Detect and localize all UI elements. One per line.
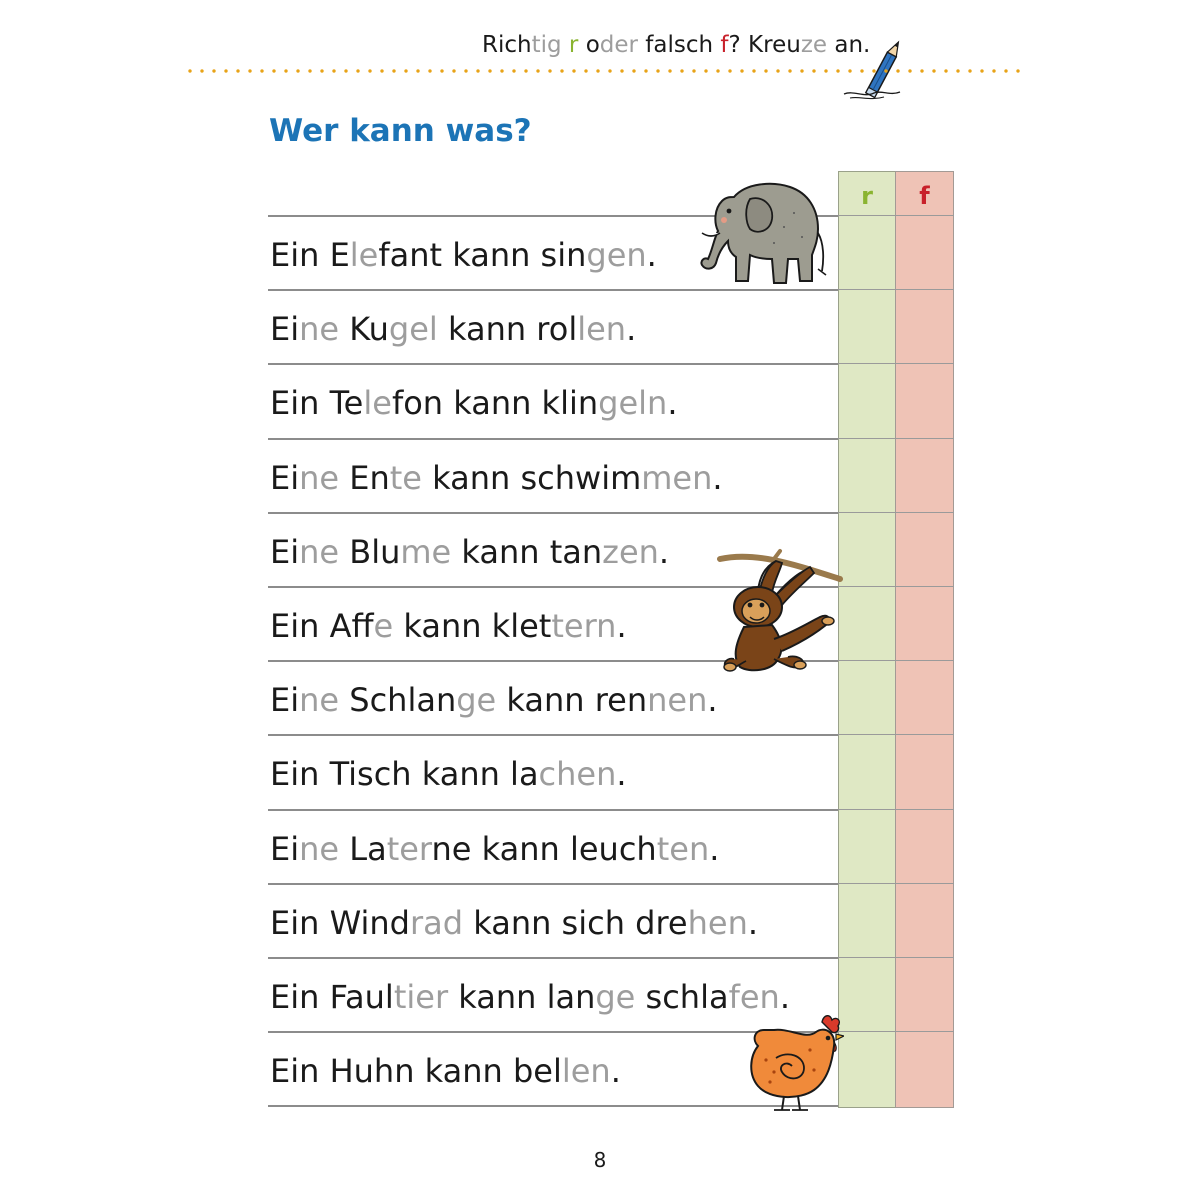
syllable: len <box>561 1052 611 1091</box>
syllable: kann rol <box>437 310 578 349</box>
syllable: Ei <box>270 681 300 720</box>
checkbox-row-divider <box>838 438 954 439</box>
syllable: En <box>339 458 390 497</box>
syllable: . <box>616 755 627 794</box>
writing-line <box>268 734 838 736</box>
syllable: ne kann leuch <box>431 829 657 868</box>
syllable: Ei <box>270 310 300 349</box>
instruction-part: der <box>599 32 638 58</box>
syllable: . <box>747 903 759 942</box>
checkbox-row-divider <box>838 660 954 661</box>
syllable: La <box>339 829 387 868</box>
syllable: ne <box>299 310 340 349</box>
syllable: schla <box>635 978 729 1016</box>
syllable: ge <box>595 978 636 1016</box>
checkbox-row-divider <box>838 586 954 587</box>
syllable: Ku <box>339 310 389 349</box>
syllable: . <box>616 607 627 645</box>
syllable: ter <box>386 829 432 868</box>
syllable: . <box>646 236 657 274</box>
syllable: Ei <box>270 458 300 497</box>
instruction-part: ze <box>800 32 828 58</box>
syllable: Blu <box>339 532 401 571</box>
syllable: Ei <box>270 532 300 571</box>
syllable: zen <box>602 532 659 571</box>
syllable: chen <box>538 755 617 794</box>
writing-line <box>268 883 838 885</box>
page-heading: Wer kann was? <box>269 113 532 149</box>
checkbox-row-divider <box>838 883 954 884</box>
checkbox-row-divider <box>838 512 954 513</box>
syllable: le <box>349 236 379 274</box>
syllable: kann schwim <box>421 458 642 497</box>
chicken-illustration <box>744 1010 844 1114</box>
instruction-part: tig <box>531 32 562 58</box>
syllable: ge <box>456 681 497 720</box>
syllable: gen <box>586 236 647 274</box>
syllable: Ein E <box>270 236 350 274</box>
syllable: ne <box>299 681 340 720</box>
checkbox-row-divider <box>838 809 954 810</box>
sentence-row <box>270 903 758 943</box>
instruction-part: o <box>578 32 600 58</box>
syllable: . <box>709 829 720 868</box>
writing-line <box>268 363 838 365</box>
writing-line <box>268 438 838 440</box>
syllable: kann sich dre <box>463 903 688 942</box>
pencil-icon <box>840 16 912 102</box>
column-richtig <box>838 171 896 1108</box>
syllable: . <box>626 310 637 349</box>
syllable: ne <box>299 458 340 497</box>
syllable: tern <box>551 607 617 645</box>
column-falsch <box>895 171 954 1108</box>
syllable: rad <box>409 903 464 942</box>
instruction-part: ? Kreu <box>728 32 801 58</box>
syllable: men <box>641 458 713 497</box>
syllable: Ein Wind <box>270 903 410 942</box>
instruction-part: f <box>720 32 729 58</box>
checkbox-row-divider <box>838 289 954 290</box>
column-header-f: f <box>919 182 930 210</box>
syllable: Ein Te <box>270 384 364 423</box>
syllable: . <box>610 1052 621 1091</box>
sentence-row <box>270 532 669 572</box>
syllable: te <box>389 458 422 497</box>
syllable: ten <box>656 829 710 868</box>
syllable: len <box>577 310 627 349</box>
instruction-part <box>562 32 569 58</box>
syllable: Ein Tisch kann la <box>270 755 539 794</box>
syllable: kann lan <box>448 978 596 1016</box>
sentence-row <box>270 1051 621 1091</box>
checkbox-row-divider <box>838 215 954 216</box>
syllable: nen <box>647 681 708 720</box>
instruction-part: Rich <box>482 32 532 58</box>
instruction-part: an. <box>827 32 871 58</box>
writing-line <box>268 957 838 959</box>
checkbox-row-divider <box>838 957 954 958</box>
syllable: fant kann sin <box>378 236 587 274</box>
syllable: Ei <box>270 829 300 868</box>
syllable: me <box>400 532 452 571</box>
page-number: 8 <box>593 1148 607 1172</box>
instruction-text <box>482 32 870 58</box>
monkey-illustration <box>716 547 844 677</box>
writing-line <box>268 512 838 514</box>
syllable: geln <box>598 384 668 423</box>
syllable: ne <box>299 829 340 868</box>
syllable: . <box>712 458 723 497</box>
syllable: fen <box>728 978 780 1016</box>
column-header-r: r <box>861 182 873 210</box>
sentence-row <box>270 829 719 869</box>
sentence-row <box>270 606 627 646</box>
elephant-illustration <box>684 177 830 295</box>
checkbox-row-divider <box>838 1031 954 1032</box>
syllable: le <box>363 384 392 423</box>
dotted-separator <box>184 69 1024 73</box>
sentence-row <box>270 680 718 720</box>
syllable: fe <box>373 607 394 645</box>
syllable: kann klet <box>393 607 552 645</box>
syllable: . <box>779 978 790 1016</box>
syllable: . <box>667 384 678 423</box>
syllable: tier <box>393 978 449 1016</box>
syllable: kann ren <box>496 681 648 720</box>
instruction-part: falsch <box>638 32 721 58</box>
syllable: . <box>707 681 718 720</box>
syllable: Ein Af <box>270 607 374 645</box>
syllable: Ein Huhn kann bel <box>270 1052 562 1091</box>
syllable: kann tan <box>451 532 603 571</box>
syllable: gel <box>388 310 438 349</box>
syllable: Ein Faul <box>270 978 394 1016</box>
sentence-row <box>270 383 677 423</box>
syllable: . <box>658 532 670 571</box>
checkbox-row-divider <box>838 734 954 735</box>
syllable: ne <box>299 532 340 571</box>
checkbox-row-divider <box>838 363 954 364</box>
syllable: Schlan <box>339 681 457 720</box>
sentence-row <box>270 754 627 794</box>
syllable: hen <box>687 903 748 942</box>
sentence-row <box>270 458 723 498</box>
sentence-row <box>270 977 790 1017</box>
sentence-row <box>270 235 657 275</box>
syllable: fon kann klin <box>391 384 599 423</box>
sentence-row <box>270 309 636 349</box>
instruction-part: r <box>568 32 579 58</box>
writing-line <box>268 809 838 811</box>
